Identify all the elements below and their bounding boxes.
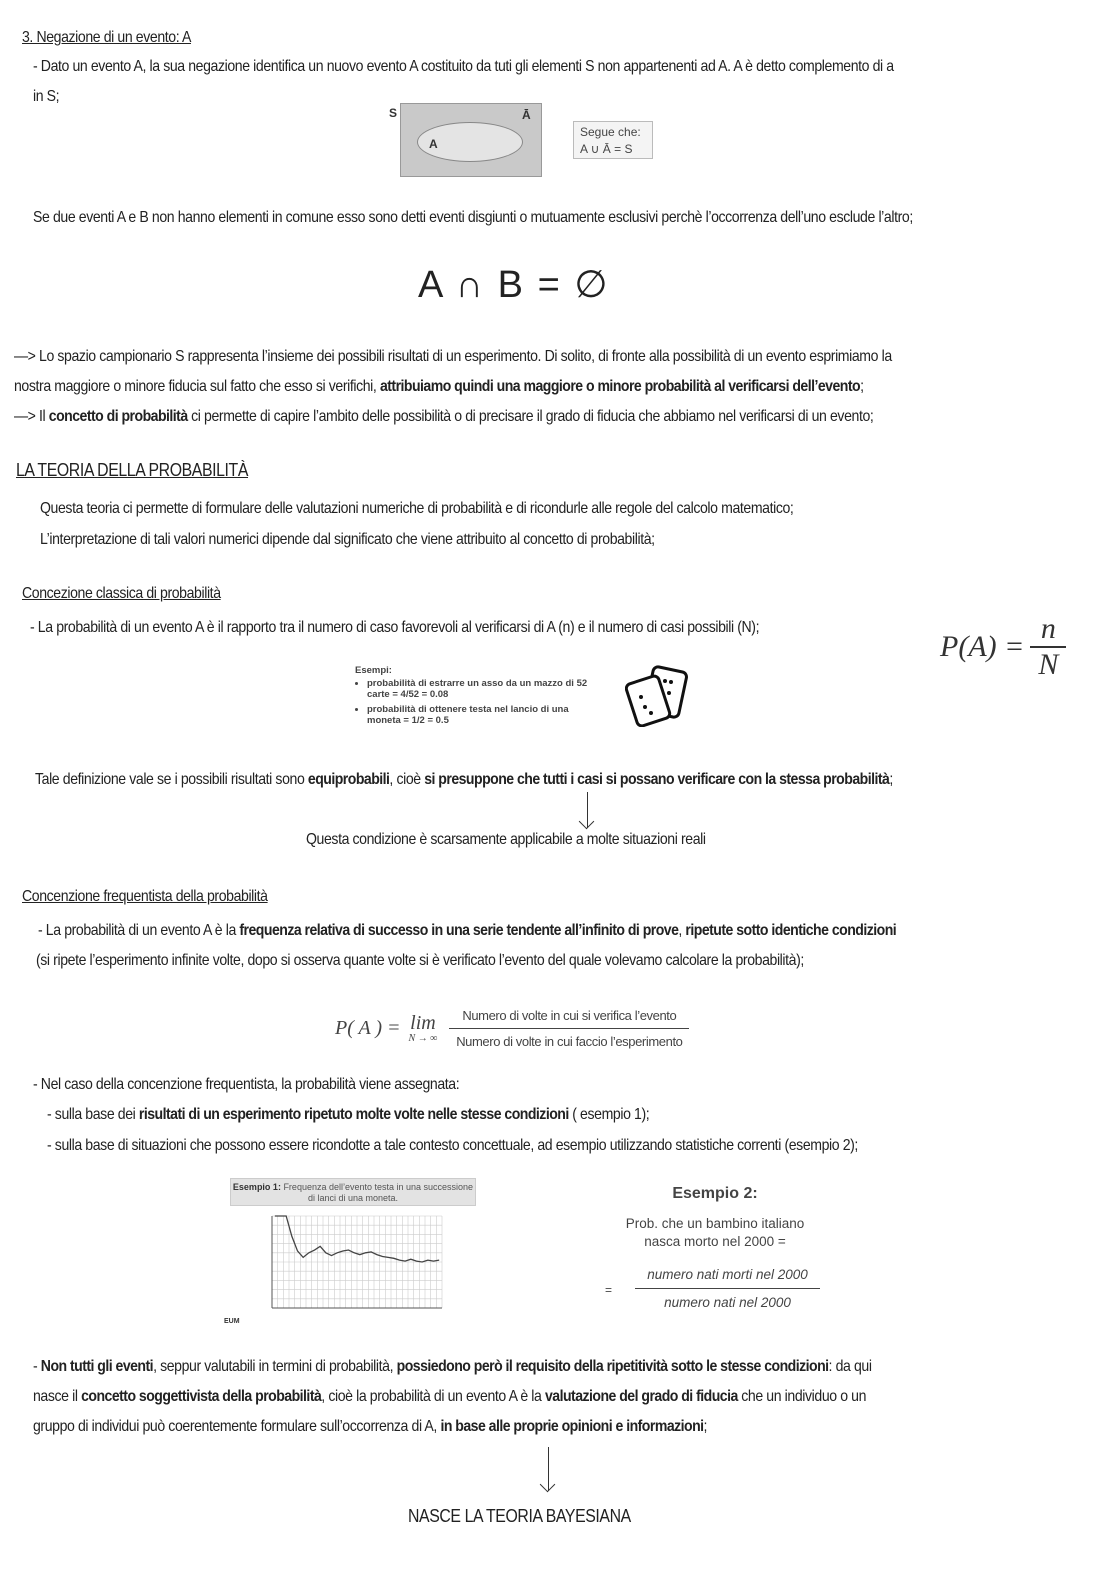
paragraph: - La probabilità di un evento A è il rapporto tra il numero di caso favorevoli al verificarsi di A (n) e il numero di casi possibili (N); bbox=[30, 619, 760, 636]
conclusion: NASCE LA TEORIA BAYESIANA bbox=[408, 1506, 631, 1526]
paragraph bbox=[33, 1357, 872, 1377]
bullet bbox=[47, 1105, 649, 1125]
paragraph: in S; bbox=[33, 88, 60, 105]
text: ( esempio 1); bbox=[568, 1106, 650, 1123]
numerator: n bbox=[1040, 612, 1056, 645]
example2-text: Prob. che un bambino italiano nasca morto nel 2000 = bbox=[625, 1216, 805, 1249]
venn-diagram bbox=[389, 103, 542, 177]
text: che un individuo o un bbox=[737, 1388, 867, 1405]
denominator: Numero di volte in cui faccio l’esperimento bbox=[456, 1034, 683, 1049]
bold-text: frequenza relativa di successo in una serie tendente all’infinito di prove bbox=[239, 922, 679, 939]
text: ; bbox=[889, 771, 893, 788]
paragraph: (si ripete l’esperimento infinite volte, dopo si osserva quante volte si è verificato l’evento del quale volevamo calcolare la probabilità); bbox=[36, 952, 804, 969]
text: ci permette di capire l’ambito delle possibilità o di precisare il grado di fiducia che abbiamo nel verificarsi di un evento; bbox=[187, 408, 874, 425]
examples-title: Esempi: bbox=[355, 665, 392, 676]
segue-formula: A ∪ Ā = S bbox=[580, 142, 633, 156]
paragraph bbox=[14, 377, 864, 397]
text: , seppur valutabili in termini di probabilità, bbox=[153, 1358, 397, 1375]
paragraph: —> Lo spazio campionario S rappresenta l’insieme dei possibili risultati di un esperimento. Di solito, di fronte alla possibilità di un evento esprimiamo la bbox=[14, 348, 892, 365]
text: - sulla base dei bbox=[47, 1106, 139, 1123]
bold-text: concetto soggettivista della probabilità bbox=[81, 1388, 322, 1405]
text: gruppo di individui può coerentemente formulare sull’occorrenza di A, bbox=[33, 1418, 441, 1435]
text: - La probabilità di un evento A è la bbox=[38, 922, 240, 939]
fraction bbox=[1030, 612, 1066, 682]
paragraph bbox=[33, 1417, 707, 1437]
example-item: • probabilità di estrarre un asso da un mazzo di 52 carte = 4/52 = 0.08 bbox=[367, 678, 605, 700]
formula-lhs: P( A ) = bbox=[335, 1017, 401, 1039]
frequency-chart bbox=[262, 1208, 447, 1318]
lim-label: lim bbox=[410, 1012, 436, 1034]
example2-title: Esempio 2: bbox=[672, 1185, 758, 1202]
paragraph: - Dato un evento A, la sua negazione identifica un nuovo evento A costituito da tuti gli elementi S non appartenenti ad A. A è detto complemento di a bbox=[33, 58, 894, 75]
text: Tale definizione vale se i possibili risultati sono bbox=[35, 771, 308, 788]
paragraph bbox=[33, 1387, 866, 1407]
paragraph: Questa condizione è scarsamente applicabile a molte situazioni reali bbox=[306, 831, 706, 848]
section-title: 3. Negazione di un evento: A bbox=[22, 29, 191, 46]
segue-box bbox=[573, 121, 653, 159]
paragraph bbox=[38, 921, 896, 941]
bold-text: Non tutti gli eventi bbox=[40, 1358, 154, 1375]
numerator: Numero di volte in cui si verifica l’evento bbox=[462, 1008, 677, 1023]
down-arrow-icon bbox=[587, 792, 588, 828]
bold-text: risultati di un esperimento ripetuto molte volte nelle stesse condizioni bbox=[138, 1106, 569, 1123]
lim-subscript: N → ∞ bbox=[408, 1033, 438, 1044]
bold-text: possiedono però il requisito della ripetitività sotto le stesse condizioni bbox=[396, 1358, 829, 1375]
text: , bbox=[678, 922, 686, 939]
paragraph: L’interpretazione di tali valori numerici dipende dal significato che viene attribuito al concetto di probabilità; bbox=[40, 531, 655, 548]
text: —> Il bbox=[14, 408, 49, 425]
text: : da qui bbox=[828, 1358, 872, 1375]
example-item: • probabilità di ottenere testa nel lancio di una moneta = 1/2 = 0.5 bbox=[367, 704, 605, 726]
disjoint-formula: A ∩ B = ∅ bbox=[418, 264, 610, 306]
limit bbox=[409, 1013, 438, 1044]
bold-text: in base alle proprie opinioni e informazioni bbox=[440, 1418, 704, 1435]
text: , cioè bbox=[389, 771, 425, 788]
denominator: numero nati nel 2000 bbox=[664, 1295, 791, 1310]
fraction bbox=[449, 1008, 689, 1049]
text: ; bbox=[860, 378, 864, 395]
classic-formula bbox=[940, 612, 1066, 682]
text: nostra maggiore o minore fiducia sul fatto che esso si verifichi, bbox=[14, 378, 380, 395]
bold-text: equiprobabili bbox=[307, 771, 390, 788]
bold-text: si presuppone che tutti i casi si possano verificare con la stessa probabilità bbox=[424, 771, 890, 788]
text: nasce il bbox=[33, 1388, 82, 1405]
bold-text: valutazione del grado di fiducia bbox=[544, 1388, 738, 1405]
bullet: - sulla base di situazioni che possono essere ricondotte a tale contesto concettuale, ad esempio utilizzando statistiche correnti (esempio 2); bbox=[47, 1137, 858, 1154]
section-heading: LA TEORIA DELLA PROBABILITÀ bbox=[16, 460, 249, 480]
subsection-heading: Concezione classica di probabilità bbox=[22, 585, 221, 602]
paragraph: Se due eventi A e B non hanno elementi in comune esso sono detti eventi disgiunti o mutuamente esclusivi perchè l’occorrenza dell’uno esclude l’altro; bbox=[33, 209, 913, 226]
examples-box bbox=[355, 665, 605, 730]
example2 bbox=[600, 1185, 830, 1310]
formula-lhs: P(A) = bbox=[940, 630, 1025, 663]
paragraph: Questa teoria ci permette di formulare delle valutazioni numeriche di probabilità e di ricondurle alle regole del calcolo matematico; bbox=[40, 500, 794, 517]
text: ; bbox=[703, 1418, 708, 1435]
playing-cards-icon bbox=[625, 665, 697, 727]
denominator: N bbox=[1038, 648, 1059, 681]
venn-label-a: A bbox=[429, 137, 438, 151]
venn-label-s: S bbox=[389, 106, 398, 120]
eum-logo: EUM bbox=[224, 1318, 240, 1325]
example1-caption: Frequenza dell’evento testa in una successione di lanci di una moneta. bbox=[280, 1182, 474, 1203]
bold-text: ripetute sotto identiche condizioni bbox=[685, 922, 897, 939]
down-arrow-icon bbox=[548, 1447, 549, 1491]
paragraph bbox=[35, 770, 893, 790]
bold-text: attribuiamo quindi una maggiore o minore probabilità al verificarsi dell’evento bbox=[379, 378, 861, 395]
venn-label-complement: Ā bbox=[522, 108, 531, 122]
subsection-heading: Concenzione frequentista della probabilità bbox=[22, 888, 268, 905]
example1-title: Esempio 1: bbox=[232, 1182, 281, 1192]
paragraph: - Nel caso della concenzione frequentista, la probabilità viene assegnata: bbox=[33, 1076, 460, 1093]
paragraph bbox=[14, 407, 873, 427]
text: - bbox=[33, 1358, 41, 1375]
frequentist-formula bbox=[335, 1008, 689, 1049]
bold-text: concetto di probabilità bbox=[48, 408, 188, 425]
numerator: numero nati morti nel 2000 bbox=[647, 1267, 808, 1282]
example2-fraction bbox=[635, 1267, 820, 1310]
text: , cioè la probabilità di un evento A è la bbox=[321, 1388, 545, 1405]
example1-title-box bbox=[230, 1178, 476, 1206]
segue-label: Segue che: bbox=[580, 125, 641, 139]
equals-sign: = bbox=[605, 1283, 613, 1297]
